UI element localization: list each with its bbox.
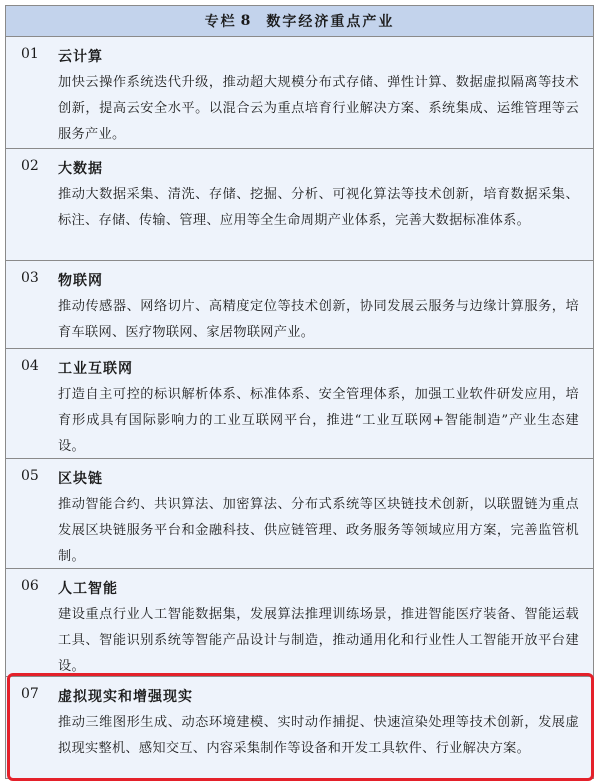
section-iot [6,261,593,349]
section-body: 打造自主可控的标识解析体系、标准体系、安全管理体系，加强工业软件研发应用，培育形成具有国际影响力的工业互联网平台，推进“工业互联网+智能制造”产业生态建设。 [58,387,579,454]
section-title: 工业互联网 [58,361,133,377]
section-title: 物联网 [58,273,103,289]
column-number: 8 [240,13,253,29]
section-body: 推动大数据采集、清洗、存储、挖掘、分析、可视化算法等技术创新，培育数据采集、标注、存储、传输、管理、应用等全生命周期产业体系，完善大数据标准体系。 [58,187,579,228]
section-title: 人工智能 [58,581,118,597]
section-body: 加快云操作系统迭代升级，推动超大规模分布式存储、弹性计算、数据虚拟隔离等技术创新，提高云安全水平。以混合云为重点培育行业解决方案、系统集成、运维管理等云服务产业。 [58,75,579,142]
column-header [6,6,593,37]
section-cloud-computing [6,37,593,149]
section-title: 区块链 [58,471,103,487]
section-number: 03 [21,270,39,286]
section-body: 推动智能合约、共识算法、加密算法、分布式系统等区块链技术创新，以联盟链为重点发展区块链服务平台和金融科技、供应链管理、政务服务等领域应用方案，完善监管机制。 [58,497,579,564]
section-number: 02 [21,158,39,174]
section-title: 大数据 [58,161,103,177]
section-number: 06 [21,578,39,594]
column-label: 专栏 [204,14,237,30]
section-number: 04 [21,358,39,374]
column-title: 数字经济重点产业 [266,14,395,30]
section-industrial-internet [6,349,593,459]
section-body: 推动传感器、网络切片、高精度定位等技术创新，协同发展云服务与边缘计算服务，培育车联网、医疗物联网、家居物联网产业。 [58,299,579,340]
section-number: 07 [21,686,39,702]
section-vr-ar [6,677,593,779]
section-blockchain [6,459,593,569]
section-title: 虚拟现实和增强现实 [58,689,193,705]
section-body: 建设重点行业人工智能数据集，发展算法推理训练场景，推进智能医疗装备、智能运载工具、智能识别系统等智能产品设计与制造，推动通用化和行业性人工智能开放平台建设。 [58,607,579,674]
section-number: 01 [21,46,39,62]
section-artificial-intelligence [6,569,593,677]
section-number: 05 [21,468,39,484]
section-body: 推动三维图形生成、动态环境建模、实时动作捕捉、快速渲染处理等技术创新，发展虚拟现实整机、感知交互、内容采集制作等设备和开发工具软件、行业解决方案。 [58,715,579,756]
section-big-data [6,149,593,261]
feature-column [5,5,594,779]
section-title: 云计算 [58,49,103,65]
